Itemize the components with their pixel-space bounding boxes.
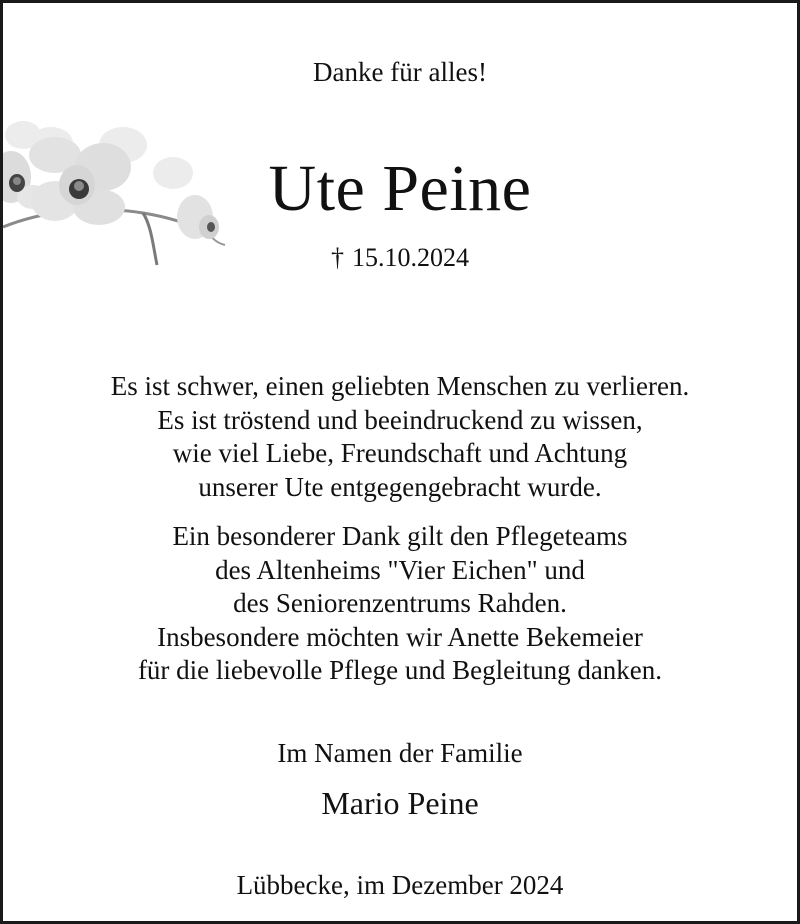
death-date-line — [3, 245, 797, 271]
deceased-name: Ute Peine — [268, 152, 532, 225]
paragraph-line: Es ist schwer, einen geliebten Menschen zu verlieren. — [110, 371, 690, 401]
paragraph-line: des Altenheims "Vier Eichen" und — [215, 554, 585, 585]
cross-icon: † — [331, 243, 344, 272]
death-date: 15.10.2024 — [352, 243, 469, 272]
paragraph-line: Ein besonderer Dank gilt den Pflegeteams — [172, 521, 628, 551]
paragraph-line: unserer Ute entgegengebracht wurde. — [198, 471, 602, 502]
paragraph-line: des Seniorenzentrums Rahden. — [233, 588, 567, 618]
paragraph-line: wie viel Liebe, Freundschaft und Achtung — [172, 438, 628, 468]
paragraph-line: für die liebevolle Pflege und Begleitung danken. — [137, 655, 663, 685]
headline: Danke für alles! — [313, 57, 487, 87]
paragraph-line: Es ist tröstend und beeindruckend zu wissen, — [157, 404, 643, 435]
paragraph-line: Insbesondere möchten wir Anette Bekemeier — [157, 621, 643, 652]
thanks-paragraph — [3, 520, 797, 688]
place-date: Lübbecke, im Dezember 2024 — [236, 870, 564, 900]
condolence-paragraph — [3, 370, 797, 504]
signer-name: Mario Peine — [321, 785, 479, 821]
on-behalf-line: Im Namen der Familie — [277, 738, 523, 768]
